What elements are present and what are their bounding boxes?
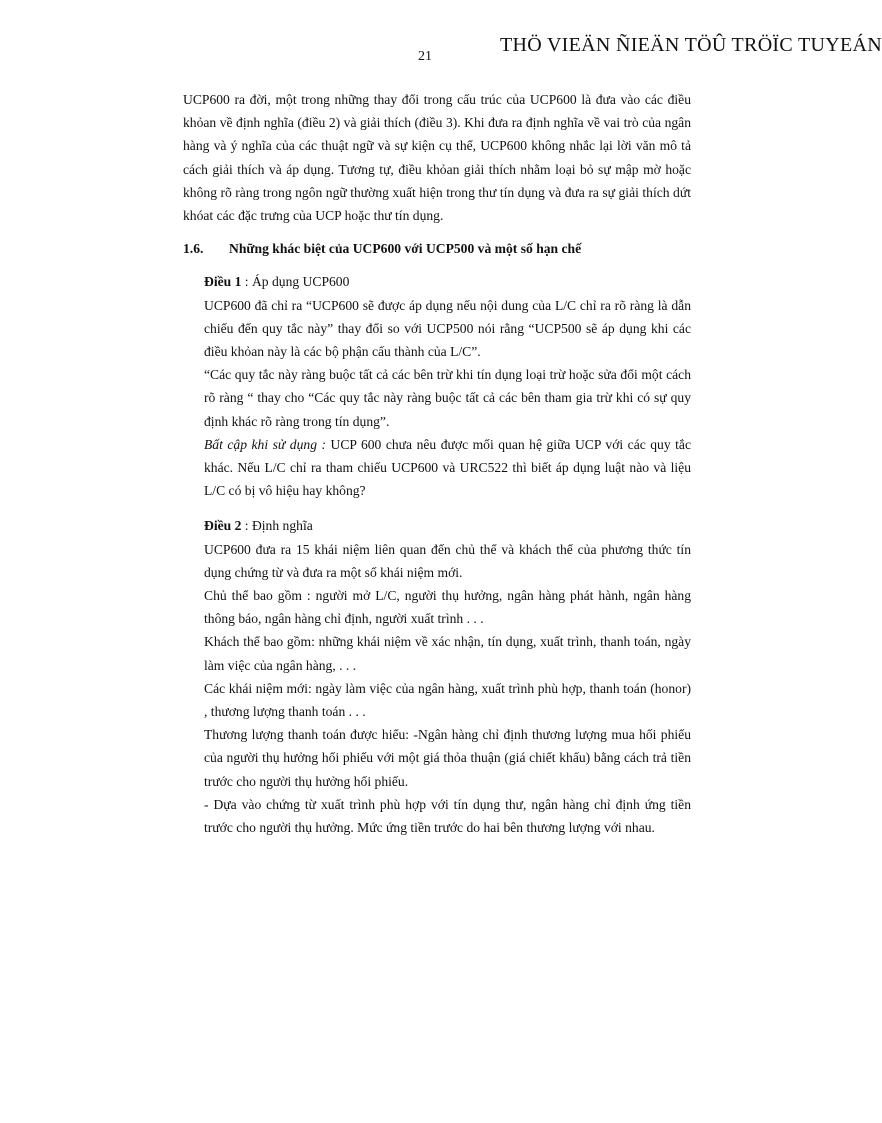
- section-heading: [183, 237, 691, 260]
- article-2-paragraph-4: Các khái niệm mới: ngày làm việc của ngân hàng, xuất trình phù hợp, thanh toán (honor) , thương lượng thanh toán . . .: [204, 680, 691, 720]
- article-2-paragraph-5: Thương lượng thanh toán được hiểu: -Ngân hàng chỉ định thương lượng mua hối phiếu của người thụ hưởng hối phiếu với một giá thỏa thuận (giá chiết khấu) bằng cách trả tiền trước cho người thụ hưởng hối phiếu.: [204, 727, 691, 789]
- article-1-label: Điều 1: [204, 274, 242, 290]
- article-1-limitation: [204, 433, 691, 503]
- article-1-paragraph-2: “Các quy tắc này ràng buộc tất cả các bên trừ khi tín dụng loại trừ hoặc sửa đổi một cách rõ ràng “ thay cho “Các quy tắc này ràng buộc tất cả các bên tham gia trừ khi có sự quy định khác rõ ràng trong tín dụng”.: [204, 367, 691, 429]
- article-2: [204, 514, 691, 839]
- intro-paragraph: UCP600 ra đời, một trong những thay đổi trong cấu trúc của UCP600 là đưa vào các điều khỏan về định nghĩa (điều 2) và giải thích (điều 3). Khi đưa ra định nghĩa về vai trò của ngân hàng và ý nghĩa của các thuật ngữ và sự kiện cụ thể, UCP600 không nhắc lại lời văn mô tả cách giải thích và áp dụng. Tương tự, điều khỏan giải thích nhằm loại bỏ sự mập mờ hoặc không rõ ràng trong ngôn ngữ thường xuất hiện trong thư tín dụng và đưa ra sự giải thích dứt khóat các đặc trưng của UCP hoặc thư tín dụng.: [183, 92, 691, 224]
- article-1: [204, 270, 691, 502]
- article-2-label: Điều 2: [204, 518, 242, 534]
- article-2-heading: [204, 514, 691, 537]
- article-2-paragraph-2: Chủ thể bao gồm : người mở L/C, người thụ hưởng, ngân hàng phát hành, ngân hàng thông báo, ngân hàng chỉ định, người xuất trình . . .: [204, 588, 691, 627]
- article-2-paragraph-6: - Dựa vào chứng từ xuất trình phù hợp với tín dụng thư, ngân hàng chỉ định ứng tiền trước cho người thụ hưởng. Mức ứng tiền trước do hai bên thương lượng với nhau.: [204, 796, 691, 836]
- article-2-paragraph-1: UCP600 đưa ra 15 khái niệm liên quan đến chủ thể và khách thể của phương thức tín dụng chứng từ và đưa ra một số khái niệm mới.: [204, 541, 691, 580]
- page-number: 21: [418, 49, 432, 64]
- section-title: Những khác biệt của UCP600 với UCP500 và một số hạn chế: [229, 241, 582, 257]
- article-1-title: : Áp dụng UCP600: [241, 274, 350, 290]
- article-1-heading: [204, 270, 691, 293]
- library-watermark: THÖ VIEÄN ÑIEÄN TÖÛ TRÖÏC TUYEÁN: [500, 34, 882, 56]
- limitation-label: Bất cập khi sử dụng :: [204, 436, 327, 452]
- document-body: [183, 88, 691, 839]
- article-1-paragraph-1: UCP600 đã chỉ ra “UCP600 sẽ được áp dụng nếu nội dung của L/C chỉ ra rõ ràng là dẫn chiếu đến quy tắc này” thay đổi so với UCP500 nói rằng “UCP500 sẽ áp dụng khi các điều khỏan này là các bộ phận cấu thành của L/C”.: [204, 297, 691, 360]
- article-2-paragraph-3: Khách thể bao gồm: những khái niệm về xác nhận, tín dụng, xuất trình, thanh toán, ngày làm việc của ngân hàng, . . .: [204, 634, 691, 673]
- limitation-text: UCP 600 chưa nêu được mối quan hệ giữa UCP với các quy tắc khác. Nếu L/C chỉ ra tham chiếu UCP600 và URC522 thì biết áp dụng luật nào và liệu L/C có bị vô hiệu hay không?: [204, 436, 691, 499]
- article-2-title: : Định nghĩa: [241, 518, 313, 534]
- section-number: 1.6.: [183, 241, 204, 257]
